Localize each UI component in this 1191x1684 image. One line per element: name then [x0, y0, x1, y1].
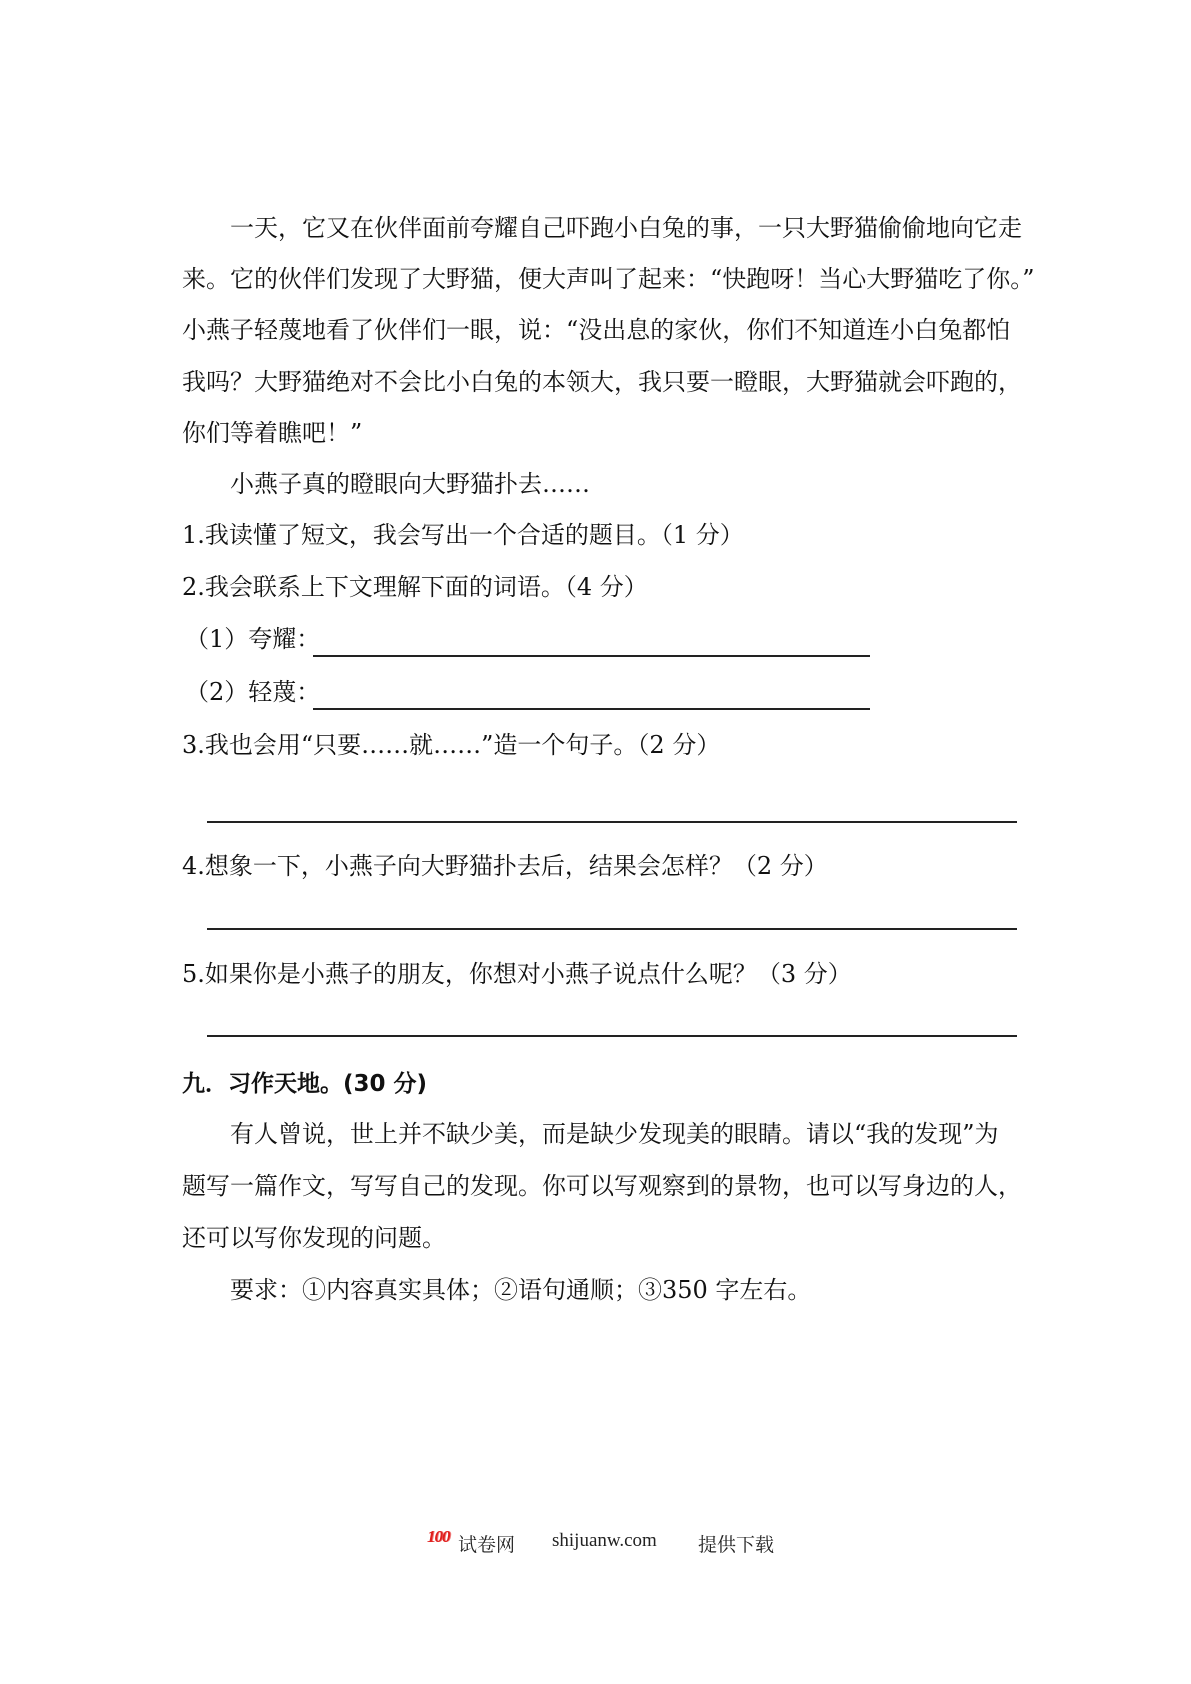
answer-line-5[interactable] — [207, 1035, 1017, 1037]
page-footer — [0, 1527, 1191, 1560]
question-5: 5.如果你是小燕子的朋友，你想对小燕子说点什么呢？（3 分） — [182, 960, 852, 988]
question-2-1-label: （1）夸耀： — [185, 625, 321, 653]
prompt-line: 还可以写你发现的问题。 — [182, 1224, 446, 1252]
logo-text: 试卷网 — [458, 1535, 516, 1556]
requirements: 要求：①内容真实具体；②语句通顺；③350 字左右。 — [230, 1276, 812, 1304]
prompt-line: 有人曾说，世上并不缺少美，而是缺少发现美的眼睛。请以“我的发现”为 — [230, 1120, 999, 1148]
passage-line: 一天，它又在伙伴面前夸耀自己吓跑小白兔的事，一只大野猫偷偷地向它走 — [230, 214, 1022, 242]
footer-note: 提供下载 — [698, 1535, 775, 1556]
passage-line: 小燕子真的瞪眼向大野猫扑去…… — [230, 470, 590, 498]
passage-line: 来。它的伙伴们发现了大野猫，便大声叫了起来：“快跑呀！当心大野猫吃了你。” — [182, 265, 1035, 293]
answer-line-4[interactable] — [207, 928, 1017, 930]
answer-line-2-1[interactable] — [313, 655, 870, 657]
passage-line: 小燕子轻蔑地看了伙伴们一眼，说：“没出息的家伙，你们不知道连小白兔都怕 — [182, 316, 1011, 344]
question-2-2-label: （2）轻蔑： — [185, 678, 321, 706]
question-1: 1.我读懂了短文，我会写出一个合适的题目。（1 分） — [182, 521, 744, 549]
question-4: 4.想象一下，小燕子向大野猫扑去后，结果会怎样？（2 分） — [182, 852, 828, 880]
question-3: 3.我也会用“只要……就……”造一个句子。（2 分） — [182, 731, 721, 759]
passage-line: 你们等着瞧吧！” — [182, 419, 363, 447]
logo-icon: 100 — [427, 1527, 450, 1546]
passage-line: 我吗？大野猫绝对不会比小白兔的本领大，我只要一瞪眼，大野猫就会吓跑的， — [182, 368, 1022, 396]
question-2: 2.我会联系上下文理解下面的词语。（4 分） — [182, 573, 648, 601]
site-link[interactable]: shijuanw.com — [552, 1530, 657, 1551]
answer-line-2-2[interactable] — [313, 708, 870, 710]
section-heading: 九．习作天地。(30 分) — [182, 1071, 428, 1097]
answer-line-3[interactable] — [207, 821, 1017, 823]
prompt-line: 题写一篇作文，写写自己的发现。你可以写观察到的景物，也可以写身边的人， — [182, 1172, 1022, 1200]
